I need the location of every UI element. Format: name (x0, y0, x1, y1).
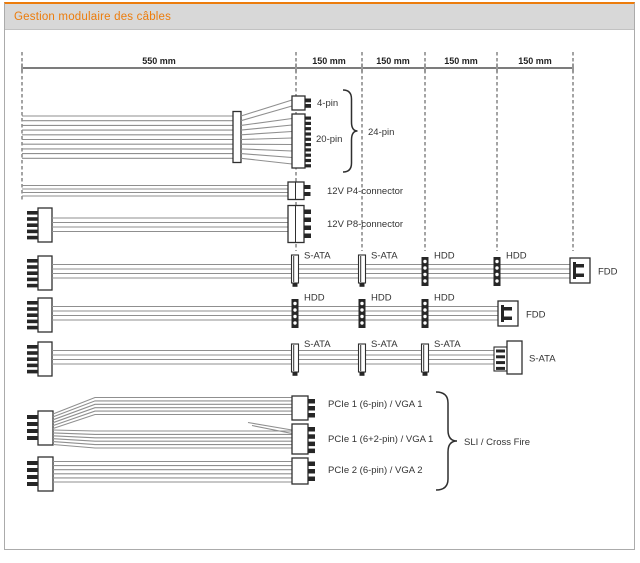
ruler-label-150-4: 150 mm (518, 56, 552, 66)
label-hdd: HDD (434, 250, 455, 262)
wire-bundle-pcie1-lower (53, 423, 292, 449)
label-hdd: HDD (304, 292, 325, 304)
label-sata: S-ATA (371, 339, 398, 350)
label-24pin: 24-pin (368, 127, 395, 138)
brace-sli (436, 392, 457, 490)
wire-bundle (52, 351, 496, 365)
label-fdd: FDD (526, 309, 546, 321)
connector-sata-inline (292, 344, 299, 376)
connector-pcie-6pin-1 (292, 396, 315, 420)
connector-hdd-inline (422, 257, 429, 286)
cable-comb (233, 112, 241, 163)
label-pcie1-6pin: PCIe 1 (6-pin) / VGA 1 (328, 399, 423, 410)
connector-hdd-inline (292, 299, 299, 328)
label-p8: 12V P8-connector (327, 219, 404, 230)
wire-bundle (22, 116, 237, 158)
wire-bundle (52, 307, 500, 321)
label-4pin: 4-pin (317, 98, 339, 109)
connector-psu-side (27, 256, 52, 290)
cable-p8 (27, 206, 403, 243)
connector-psu-side (27, 411, 53, 445)
label-pcie1-6plus2pin: PCIe 1 (6+2-pin) / VGA 1 (328, 434, 434, 445)
label-sata: S-ATA (304, 250, 331, 262)
cable-p4 (22, 182, 403, 200)
connector-psu-side (27, 342, 52, 376)
label-20pin: 20-pin (316, 134, 343, 145)
ruler-lines (22, 64, 573, 73)
label-p4: 12V P4-connector (327, 186, 404, 197)
ruler-label-150-2: 150 mm (376, 56, 410, 66)
ruler-label-150-1: 150 mm (312, 56, 346, 66)
label-sata: S-ATA (371, 250, 398, 262)
connector-pcie-6pin-2 (292, 458, 315, 484)
cable-peripheral-2 (27, 293, 546, 333)
wire-fanout (241, 100, 292, 164)
panel-title: Gestion modulaire des câbles (14, 10, 172, 23)
wire-bundle (22, 186, 289, 197)
connector-4pin (292, 96, 311, 110)
connector-sata-end (494, 341, 522, 374)
connector-sata-inline (359, 255, 366, 287)
label-hdd: HDD (506, 250, 527, 262)
connector-sata-inline (292, 255, 299, 287)
wire-bundle-pcie2 (53, 462, 292, 483)
label-pcie2-6pin: PCIe 2 (6-pin) / VGA 2 (328, 465, 423, 476)
brace-24pin (343, 90, 358, 172)
connector-sata-inline (359, 344, 366, 376)
cable-peripheral-1 (27, 251, 618, 291)
cable-sata (27, 339, 556, 376)
connector-sata-inline (422, 344, 429, 376)
label-sata-end: S-ATA (529, 353, 556, 365)
connector-p8 (288, 206, 311, 243)
ruler-label-150-3: 150 mm (444, 56, 478, 66)
label-hdd: HDD (371, 292, 392, 304)
label-sata: S-ATA (434, 339, 461, 350)
ruler-label-550: 550 mm (142, 56, 176, 66)
connector-hdd-inline (494, 257, 501, 286)
connector-psu-side (27, 208, 52, 242)
connector-psu-side (27, 298, 52, 332)
label-sli-crossfire: SLI / Cross Fire (464, 437, 530, 448)
label-fdd: FDD (598, 266, 618, 278)
cable-pcie (27, 392, 530, 491)
wire-bundle (52, 218, 289, 232)
connector-hdd-inline (422, 299, 429, 328)
connector-pcie-6plus2pin (292, 424, 315, 454)
connector-p4 (288, 182, 311, 200)
connector-fdd (570, 258, 590, 283)
connector-fdd (498, 301, 518, 326)
cable-atx-24pin (22, 90, 394, 172)
connector-20pin (292, 114, 311, 168)
connector-hdd-inline (359, 299, 366, 328)
label-hdd: HDD (434, 292, 455, 304)
connector-psu-side (27, 457, 53, 491)
label-sata: S-ATA (304, 339, 331, 350)
